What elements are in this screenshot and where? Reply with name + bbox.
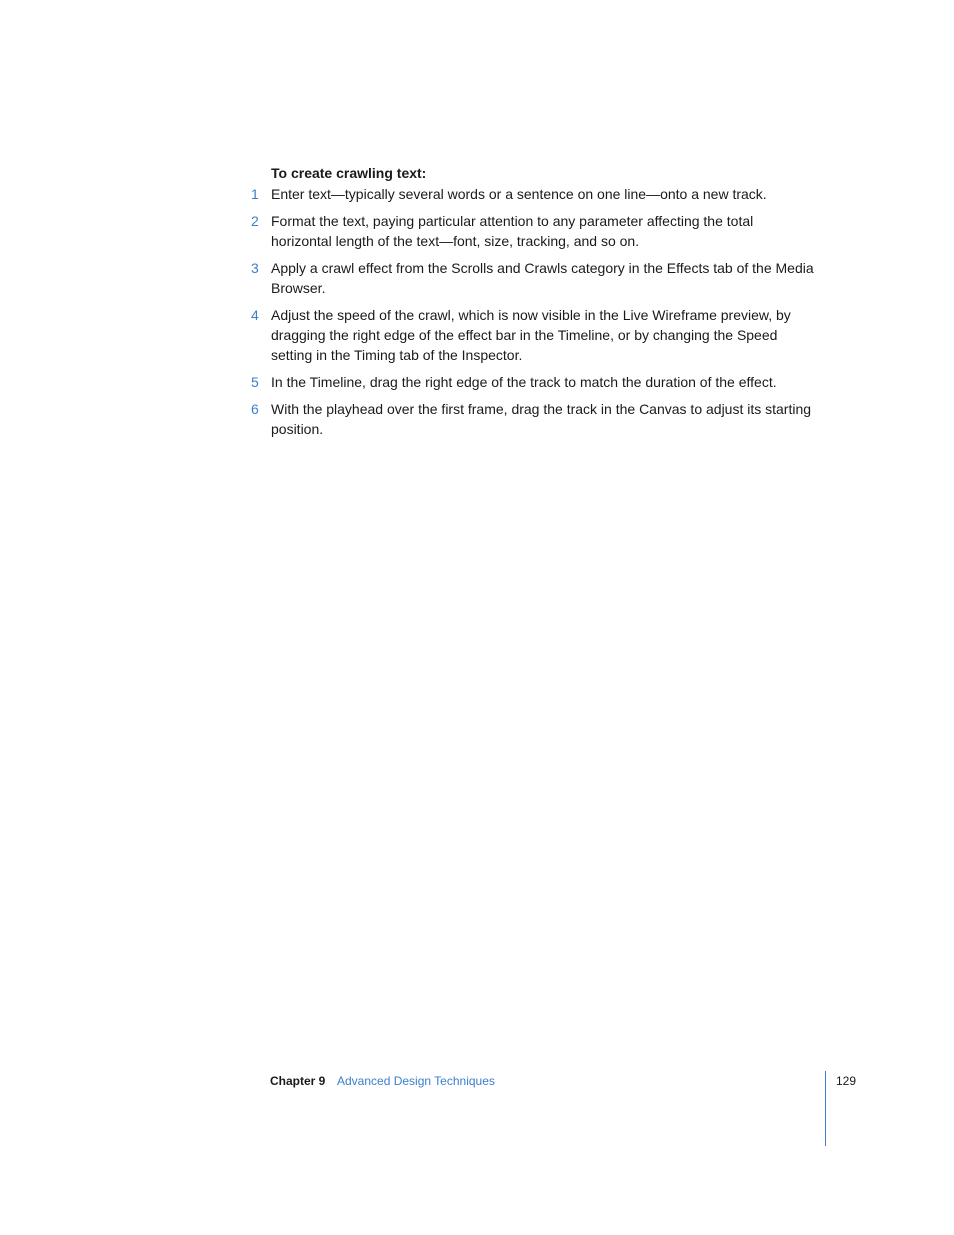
- step-text: In the Timeline, drag the right edge of the track to match the duration of the effect.: [271, 374, 777, 390]
- step-item: [247, 184, 817, 204]
- step-number: 3: [251, 260, 259, 276]
- step-item: [247, 372, 817, 392]
- step-text: Apply a crawl effect from the Scrolls and Crawls category in the Effects tab of the Media Browser.: [271, 260, 814, 296]
- step-text: Enter text—typically several words or a sentence on one line—onto a new track.: [271, 186, 767, 202]
- procedure-heading: To create crawling text:: [271, 165, 427, 181]
- step-number: 6: [251, 401, 259, 417]
- footer-divider: [825, 1071, 826, 1146]
- step-text: Format the text, paying particular attention to any parameter affecting the total horizontal length of the text—font, size, tracking, and so on.: [271, 213, 754, 249]
- step-number: 1: [251, 186, 259, 202]
- footer-chapter-title: Advanced Design Techniques: [337, 1074, 495, 1088]
- page-number: 129: [836, 1074, 857, 1088]
- step-text: Adjust the speed of the crawl, which is now visible in the Live Wireframe preview, by dragging the right edge of the effect bar in the Timeline, or by changing the Speed setting in the Timing tab of the Inspector.: [271, 307, 791, 363]
- step-number: 5: [251, 374, 259, 390]
- footer-chapter-label: Chapter 9: [270, 1074, 326, 1088]
- step-item: [247, 211, 817, 251]
- step-item: [247, 399, 817, 439]
- step-number: 4: [251, 307, 259, 323]
- step-text: With the playhead over the first frame, drag the track in the Canvas to adjust its starting position.: [271, 401, 812, 437]
- step-item: [247, 258, 817, 298]
- procedure-steps: [247, 184, 817, 446]
- step-item: [247, 305, 817, 365]
- step-number: 2: [251, 213, 259, 229]
